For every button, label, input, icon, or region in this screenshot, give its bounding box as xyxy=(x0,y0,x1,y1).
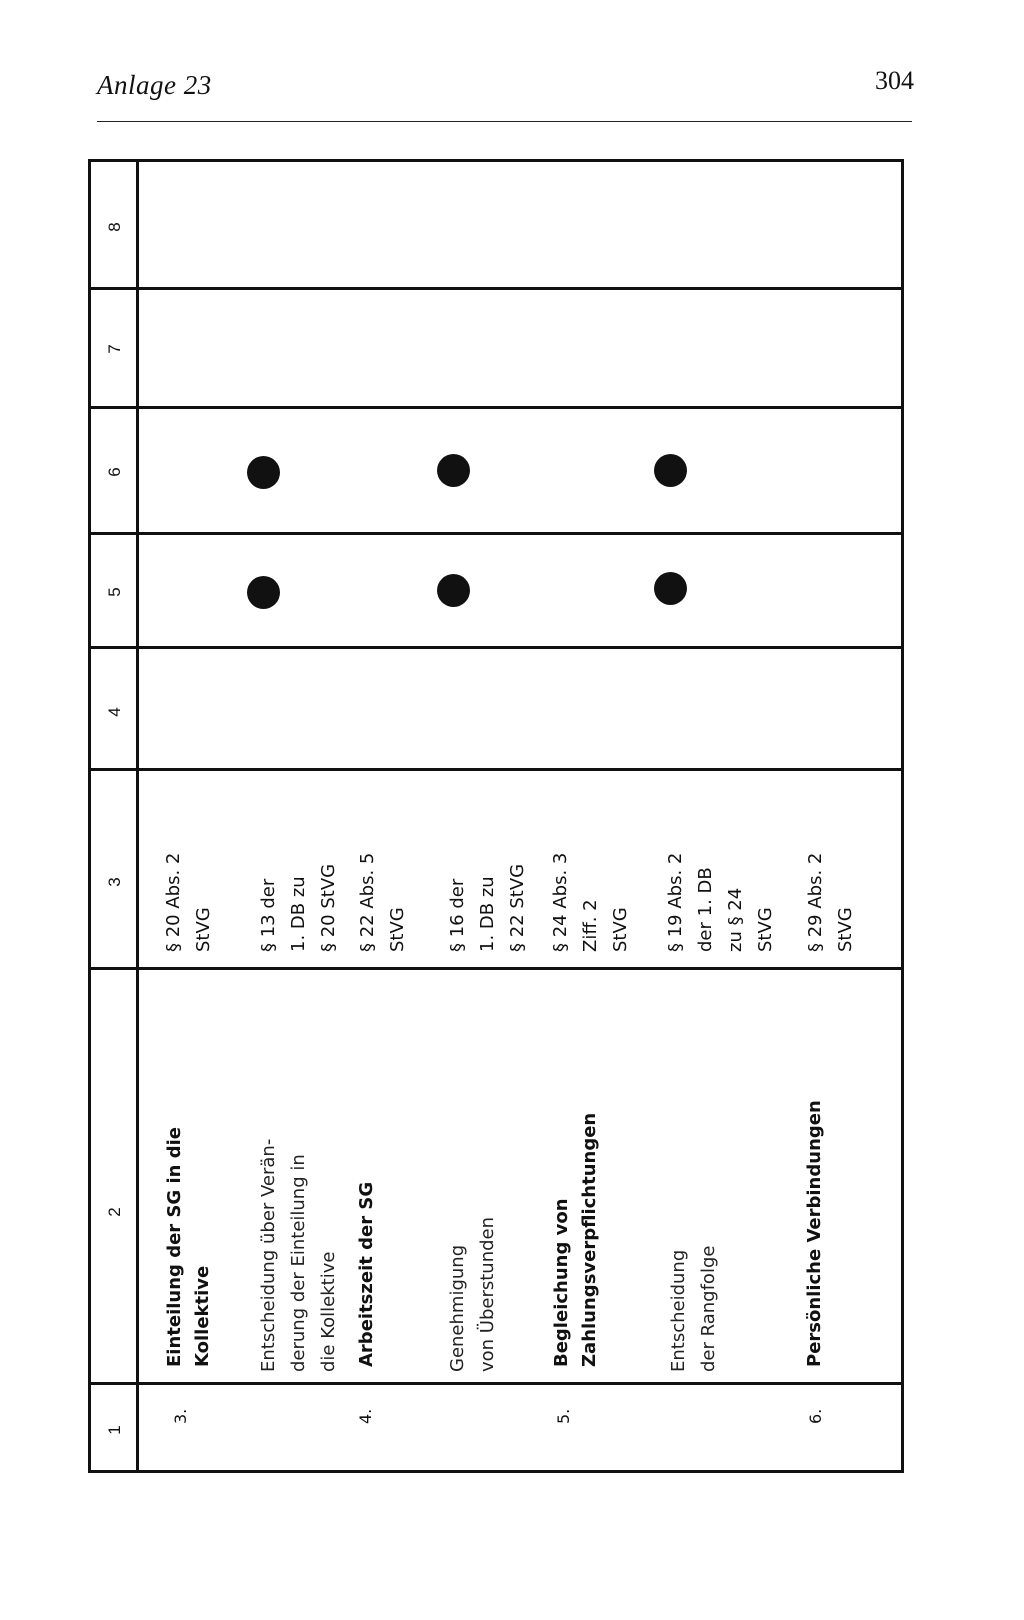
row-title: Persönliche Verbindungen xyxy=(804,1100,825,1367)
mark-dot-col5 xyxy=(247,576,280,609)
column-divider-6-5 xyxy=(91,532,901,535)
row-number: 3. xyxy=(171,1408,190,1424)
mark-dot-col6 xyxy=(437,454,470,487)
row-number: 5. xyxy=(554,1408,573,1424)
row-title: Arbeitszeit der SG xyxy=(356,1181,377,1367)
row-title: Einteilung der SG in die Kollektive xyxy=(164,1127,213,1367)
column-divider-4-3 xyxy=(91,768,901,771)
column-divider-7-6 xyxy=(91,406,901,409)
row-title-reference: § 24 Abs. 3 Ziff. 2 StVG xyxy=(550,852,631,952)
column-number-2: 2 xyxy=(105,1207,124,1217)
column-number-1: 1 xyxy=(105,1425,124,1435)
row-number: 4. xyxy=(356,1408,375,1424)
row-subitem: Genehmigung von Überstunden xyxy=(447,1216,498,1372)
row-subitem-reference: § 19 Abs. 2 der 1. DB zu § 24 StVG xyxy=(665,852,776,952)
row-subitem-reference: § 16 der 1. DB zu § 22 StVG xyxy=(447,863,528,952)
mark-dot-col5 xyxy=(654,572,687,605)
row-title: Begleichung von Zahlungsverpflichtungen xyxy=(551,1112,600,1367)
column-number-7: 7 xyxy=(105,344,124,354)
page-header-title: Anlage 23 xyxy=(97,70,212,100)
row-subitem: Entscheidung über Verän- derung der Einteilung in die Kollektive xyxy=(258,1138,339,1372)
row-title-reference: § 22 Abs. 5 StVG xyxy=(357,852,408,952)
mark-dot-col5 xyxy=(437,574,470,607)
column-number-strip-divider xyxy=(136,162,139,1470)
page-number: 304 xyxy=(875,66,914,95)
column-divider-3-2 xyxy=(91,967,901,970)
row-title-reference: § 20 Abs. 2 StVG xyxy=(163,852,214,952)
column-number-4: 4 xyxy=(105,707,124,717)
column-divider-5-4 xyxy=(91,646,901,649)
column-divider-2-1 xyxy=(91,1382,901,1385)
mark-dot-col6 xyxy=(654,454,687,487)
row-number: 6. xyxy=(806,1408,825,1424)
header-rule xyxy=(97,121,912,122)
rotated-table xyxy=(88,159,904,1473)
column-number-5: 5 xyxy=(105,587,124,597)
column-number-8: 8 xyxy=(105,222,124,232)
row-subitem: Entscheidung der Rangfolge xyxy=(668,1245,719,1372)
row-subitem-reference: § 13 der 1. DB zu § 20 StVG xyxy=(258,863,339,952)
mark-dot-col6 xyxy=(247,456,280,489)
row-title-reference: § 29 Abs. 2 StVG xyxy=(805,852,856,952)
column-divider-8-7 xyxy=(91,287,901,290)
column-number-6: 6 xyxy=(105,467,124,477)
column-number-3: 3 xyxy=(105,877,124,887)
